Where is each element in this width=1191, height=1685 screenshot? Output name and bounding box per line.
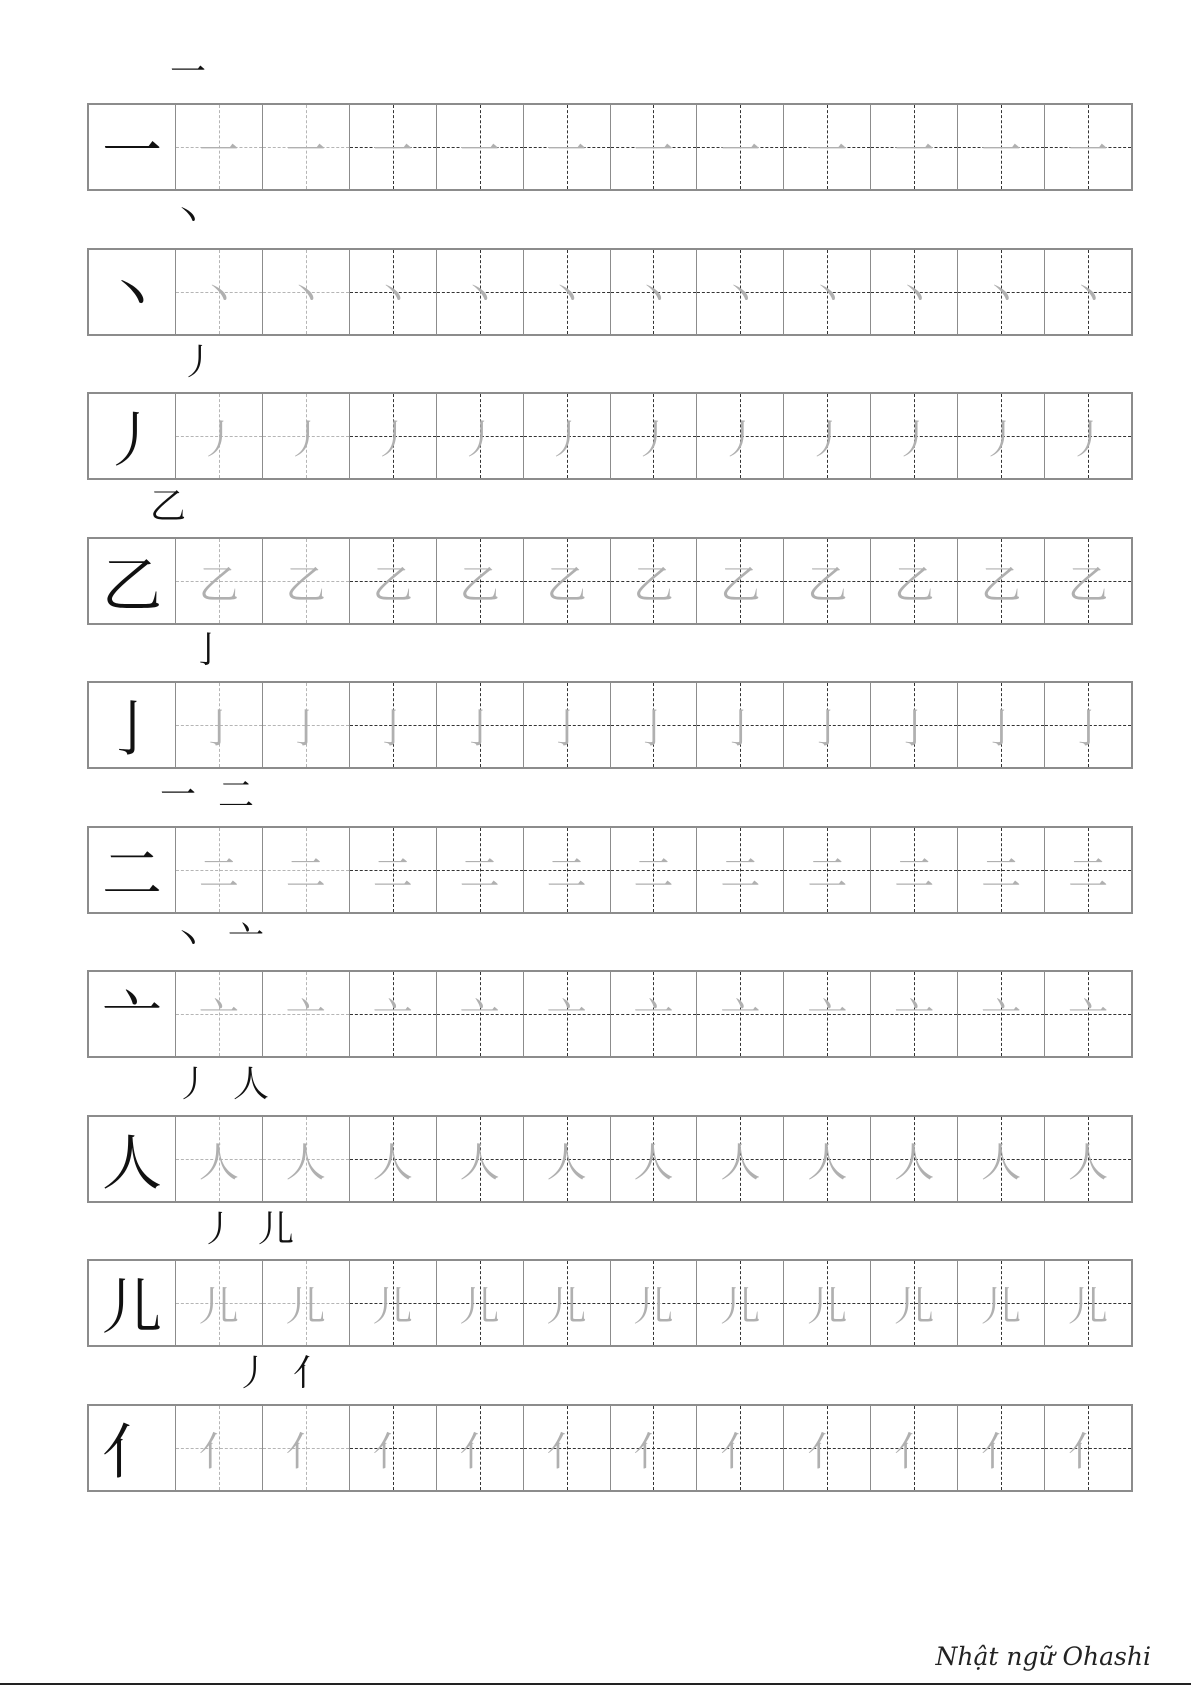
practice-cell[interactable] — [957, 539, 1044, 623]
trace-character: 亻 — [1068, 1428, 1109, 1475]
practice-cell[interactable] — [610, 683, 697, 767]
practice-cell[interactable] — [957, 1117, 1044, 1201]
trace-character: 亠 — [720, 994, 761, 1041]
practice-row — [87, 1115, 1133, 1203]
stroke-order — [235, 1351, 329, 1397]
trace-character: 亻 — [372, 1428, 413, 1475]
trace-character: 丿 — [459, 416, 500, 463]
practice-cell[interactable] — [523, 394, 610, 478]
trace-character: 人 — [981, 1139, 1022, 1186]
trace-character: 亻 — [285, 1428, 326, 1475]
trace-character: 亅 — [546, 705, 587, 752]
practice-row — [87, 103, 1133, 191]
model-cell — [89, 105, 175, 189]
brand-signature: Nhật ngữ Ohashi — [935, 1642, 1151, 1671]
practice-cell[interactable] — [783, 394, 870, 478]
practice-cell[interactable] — [262, 539, 349, 623]
practice-cell[interactable] — [436, 105, 523, 189]
stroke-order — [180, 340, 216, 386]
trace-character: 人 — [1068, 1139, 1109, 1186]
practice-cell[interactable] — [349, 972, 436, 1056]
trace-character: 亠 — [459, 994, 500, 1041]
stroke-order — [170, 50, 206, 96]
practice-cell[interactable] — [610, 972, 697, 1056]
model-cell — [89, 1261, 175, 1345]
practice-cell[interactable] — [696, 394, 783, 478]
model-character: 人 — [101, 1129, 162, 1199]
practice-cell[interactable] — [783, 828, 870, 912]
trace-character: 亅 — [1068, 705, 1109, 752]
model-cell — [89, 539, 175, 623]
practice-cell[interactable] — [436, 1261, 523, 1345]
practice-cell[interactable] — [783, 1406, 870, 1490]
trace-character: 乙 — [285, 561, 326, 608]
trace-character: 儿 — [1068, 1283, 1109, 1330]
trace-character: 丶 — [546, 272, 587, 319]
practice-cell[interactable] — [262, 972, 349, 1056]
model-character: 乙 — [101, 551, 162, 621]
practice-cell[interactable] — [696, 1406, 783, 1490]
practice-cell[interactable] — [870, 1261, 957, 1345]
stroke-step: 丶 — [170, 920, 207, 961]
trace-character: 二 — [198, 850, 239, 897]
model-cell — [89, 394, 175, 478]
practice-cell[interactable] — [870, 683, 957, 767]
practice-cell[interactable] — [175, 683, 262, 767]
trace-character: 儿 — [285, 1283, 326, 1330]
model-cell — [89, 1406, 175, 1490]
practice-cell[interactable] — [175, 1117, 262, 1201]
practice-cell[interactable] — [783, 1261, 870, 1345]
trace-character: 二 — [981, 850, 1022, 897]
trace-character: 亅 — [981, 705, 1022, 752]
trace-character: 亠 — [198, 994, 239, 1041]
model-character: 丿 — [101, 406, 162, 476]
trace-character: 丿 — [894, 416, 935, 463]
trace-character: 二 — [720, 850, 761, 897]
practice-cell[interactable] — [349, 250, 436, 334]
practice-cell[interactable] — [262, 828, 349, 912]
stroke-order — [150, 484, 186, 530]
practice-cell[interactable] — [610, 539, 697, 623]
trace-character: 人 — [894, 1139, 935, 1186]
practice-cell[interactable] — [436, 539, 523, 623]
trace-character: 丿 — [546, 416, 587, 463]
trace-character: 人 — [720, 1139, 761, 1186]
trace-character: 亻 — [981, 1428, 1022, 1475]
trace-character: 一 — [285, 127, 326, 174]
practice-cell[interactable] — [957, 828, 1044, 912]
trace-character: 一 — [459, 127, 500, 174]
practice-row — [87, 826, 1133, 914]
trace-character: 一 — [372, 127, 413, 174]
practice-row — [87, 392, 1133, 480]
practice-cell[interactable] — [957, 394, 1044, 478]
trace-character: 一 — [546, 127, 587, 174]
trace-character: 乙 — [198, 561, 239, 608]
practice-cell[interactable] — [1044, 1261, 1131, 1345]
trace-character: 丿 — [372, 416, 413, 463]
stroke-step: 丿 — [200, 1209, 237, 1250]
practice-cell[interactable] — [175, 1261, 262, 1345]
practice-cell[interactable] — [957, 683, 1044, 767]
practice-row — [87, 248, 1133, 336]
model-character: 丶 — [101, 262, 162, 332]
trace-character: 儿 — [459, 1283, 500, 1330]
trace-character: 儿 — [198, 1283, 239, 1330]
trace-character: 亠 — [981, 994, 1022, 1041]
practice-cell[interactable] — [175, 828, 262, 912]
trace-character: 丶 — [981, 272, 1022, 319]
stroke-step: 二 — [218, 775, 255, 816]
practice-cell[interactable] — [349, 828, 436, 912]
stroke-step: 丶 — [170, 197, 207, 238]
practice-cell[interactable] — [783, 539, 870, 623]
practice-cell[interactable] — [610, 250, 697, 334]
stroke-order — [160, 773, 254, 819]
practice-cell[interactable] — [783, 105, 870, 189]
trace-character: 人 — [633, 1139, 674, 1186]
stroke-step: 丿 — [180, 342, 217, 383]
trace-character: 乙 — [720, 561, 761, 608]
trace-character: 亅 — [198, 705, 239, 752]
trace-character: 乙 — [1068, 561, 1109, 608]
practice-cell[interactable] — [696, 1117, 783, 1201]
practice-cell[interactable] — [870, 1117, 957, 1201]
practice-row — [87, 537, 1133, 625]
practice-cell[interactable] — [523, 1117, 610, 1201]
practice-cell[interactable] — [436, 394, 523, 478]
stroke-step: 一 — [160, 775, 197, 816]
trace-character: 丿 — [981, 416, 1022, 463]
trace-character: 亅 — [720, 705, 761, 752]
trace-character: 一 — [720, 127, 761, 174]
stroke-order — [190, 628, 226, 674]
practice-cell[interactable] — [870, 394, 957, 478]
practice-cell[interactable] — [696, 972, 783, 1056]
trace-character: 儿 — [807, 1283, 848, 1330]
practice-cell[interactable] — [1044, 683, 1131, 767]
practice-cell[interactable] — [783, 683, 870, 767]
trace-character: 丶 — [1068, 272, 1109, 319]
practice-cell[interactable] — [523, 539, 610, 623]
practice-cell[interactable] — [175, 539, 262, 623]
practice-cell[interactable] — [696, 250, 783, 334]
trace-character: 丶 — [285, 272, 326, 319]
practice-cell[interactable] — [436, 972, 523, 1056]
practice-cell[interactable] — [523, 972, 610, 1056]
practice-cell[interactable] — [349, 683, 436, 767]
practice-cell[interactable] — [349, 394, 436, 478]
practice-cell[interactable] — [523, 105, 610, 189]
trace-character: 亠 — [807, 994, 848, 1041]
model-character: 儿 — [101, 1273, 162, 1343]
practice-cell[interactable] — [523, 828, 610, 912]
practice-cell[interactable] — [957, 1406, 1044, 1490]
practice-cell[interactable] — [1044, 1117, 1131, 1201]
trace-character: 亠 — [633, 994, 674, 1041]
practice-cell[interactable] — [610, 1261, 697, 1345]
trace-character: 儿 — [894, 1283, 935, 1330]
trace-character: 人 — [372, 1139, 413, 1186]
model-character: 亻 — [101, 1418, 162, 1488]
trace-character: 丿 — [198, 416, 239, 463]
trace-character: 亠 — [546, 994, 587, 1041]
practice-cell[interactable] — [610, 1117, 697, 1201]
practice-cell[interactable] — [175, 105, 262, 189]
stroke-step: 一 — [170, 52, 207, 93]
stroke-step: 乙 — [150, 486, 187, 527]
trace-character: 二 — [894, 850, 935, 897]
practice-cell[interactable] — [870, 828, 957, 912]
trace-character: 亻 — [546, 1428, 587, 1475]
trace-character: 丶 — [720, 272, 761, 319]
trace-character: 亅 — [807, 705, 848, 752]
trace-character: 一 — [981, 127, 1022, 174]
practice-cell[interactable] — [957, 972, 1044, 1056]
practice-cell[interactable] — [349, 1261, 436, 1345]
stroke-order — [200, 1207, 294, 1253]
trace-character: 人 — [807, 1139, 848, 1186]
stroke-step: 丿 — [235, 1353, 272, 1394]
trace-character: 乙 — [546, 561, 587, 608]
practice-cell[interactable] — [783, 972, 870, 1056]
practice-row — [87, 681, 1133, 769]
model-character: 一 — [101, 117, 162, 187]
model-cell — [89, 972, 175, 1056]
trace-character: 人 — [546, 1139, 587, 1186]
model-cell — [89, 250, 175, 334]
practice-cell[interactable] — [436, 683, 523, 767]
trace-character: 丶 — [807, 272, 848, 319]
practice-cell[interactable] — [523, 250, 610, 334]
trace-character: 亅 — [459, 705, 500, 752]
practice-cell[interactable] — [523, 1261, 610, 1345]
model-cell — [89, 828, 175, 912]
trace-character: 丿 — [1068, 416, 1109, 463]
stroke-order — [170, 195, 206, 241]
practice-cell[interactable] — [870, 1406, 957, 1490]
trace-character: 二 — [807, 850, 848, 897]
trace-character: 人 — [459, 1139, 500, 1186]
practice-cell[interactable] — [262, 250, 349, 334]
practice-cell[interactable] — [610, 1406, 697, 1490]
trace-character: 乙 — [633, 561, 674, 608]
trace-character: 乙 — [372, 561, 413, 608]
trace-character: 乙 — [894, 561, 935, 608]
practice-cell[interactable] — [349, 105, 436, 189]
practice-cell[interactable] — [783, 1117, 870, 1201]
trace-character: 丶 — [633, 272, 674, 319]
practice-cell[interactable] — [696, 683, 783, 767]
trace-character: 亻 — [198, 1428, 239, 1475]
trace-character: 二 — [633, 850, 674, 897]
practice-cell[interactable] — [1044, 250, 1131, 334]
stroke-step: 亻 — [293, 1353, 330, 1394]
practice-cell[interactable] — [175, 250, 262, 334]
practice-cell[interactable] — [610, 828, 697, 912]
model-character: 二 — [101, 840, 162, 910]
trace-character: 二 — [1068, 850, 1109, 897]
trace-character: 二 — [372, 850, 413, 897]
trace-character: 人 — [198, 1139, 239, 1186]
trace-character: 儿 — [720, 1283, 761, 1330]
practice-row — [87, 970, 1133, 1058]
trace-character: 丶 — [894, 272, 935, 319]
practice-cell[interactable] — [783, 250, 870, 334]
practice-cell[interactable] — [1044, 394, 1131, 478]
trace-character: 一 — [1068, 127, 1109, 174]
practice-cell[interactable] — [696, 1261, 783, 1345]
practice-cell[interactable] — [870, 105, 957, 189]
practice-cell[interactable] — [610, 394, 697, 478]
trace-character: 一 — [894, 127, 935, 174]
trace-character: 丶 — [459, 272, 500, 319]
trace-character: 二 — [459, 850, 500, 897]
trace-character: 亻 — [720, 1428, 761, 1475]
practice-cell[interactable] — [175, 972, 262, 1056]
trace-character: 儿 — [633, 1283, 674, 1330]
practice-row — [87, 1259, 1133, 1347]
trace-character: 一 — [807, 127, 848, 174]
trace-character: 一 — [198, 127, 239, 174]
practice-cell[interactable] — [262, 1406, 349, 1490]
practice-cell[interactable] — [436, 1406, 523, 1490]
practice-cell[interactable] — [523, 1406, 610, 1490]
practice-cell[interactable] — [870, 972, 957, 1056]
model-character: 亅 — [101, 695, 162, 765]
trace-character: 丶 — [198, 272, 239, 319]
trace-character: 亅 — [285, 705, 326, 752]
practice-cell[interactable] — [696, 539, 783, 623]
trace-character: 亻 — [807, 1428, 848, 1475]
trace-character: 亠 — [1068, 994, 1109, 1041]
trace-character: 亠 — [894, 994, 935, 1041]
trace-character: 丿 — [720, 416, 761, 463]
practice-cell[interactable] — [175, 394, 262, 478]
trace-character: 儿 — [546, 1283, 587, 1330]
practice-cell[interactable] — [262, 105, 349, 189]
trace-character: 亻 — [459, 1428, 500, 1475]
trace-character: 乙 — [807, 561, 848, 608]
trace-character: 一 — [633, 127, 674, 174]
practice-cell[interactable] — [696, 828, 783, 912]
stroke-step: 亠 — [228, 920, 265, 961]
practice-cell[interactable] — [262, 1117, 349, 1201]
practice-cell[interactable] — [436, 828, 523, 912]
practice-cell[interactable] — [610, 105, 697, 189]
practice-cell[interactable] — [436, 1117, 523, 1201]
trace-character: 二 — [285, 850, 326, 897]
trace-character: 丿 — [807, 416, 848, 463]
trace-character: 乙 — [981, 561, 1022, 608]
model-character: 亠 — [101, 984, 162, 1054]
practice-cell[interactable] — [349, 1406, 436, 1490]
trace-character: 亅 — [894, 705, 935, 752]
practice-cell[interactable] — [262, 1261, 349, 1345]
stroke-order — [175, 1062, 269, 1108]
stroke-step: 亅 — [190, 630, 227, 671]
trace-character: 丿 — [285, 416, 326, 463]
practice-cell[interactable] — [696, 105, 783, 189]
practice-cell[interactable] — [349, 539, 436, 623]
model-cell — [89, 683, 175, 767]
stroke-step: 儿 — [258, 1209, 295, 1250]
trace-character: 亅 — [372, 705, 413, 752]
trace-character: 丿 — [633, 416, 674, 463]
model-cell — [89, 1117, 175, 1201]
practice-cell[interactable] — [262, 683, 349, 767]
practice-cell[interactable] — [957, 250, 1044, 334]
practice-cell[interactable] — [1044, 972, 1131, 1056]
practice-cell[interactable] — [349, 1117, 436, 1201]
trace-character: 亅 — [633, 705, 674, 752]
practice-cell[interactable] — [1044, 1406, 1131, 1490]
practice-cell[interactable] — [957, 105, 1044, 189]
trace-character: 儿 — [372, 1283, 413, 1330]
practice-cell[interactable] — [870, 539, 957, 623]
practice-cell[interactable] — [957, 1261, 1044, 1345]
practice-cell[interactable] — [436, 250, 523, 334]
practice-cell[interactable] — [1044, 539, 1131, 623]
stroke-step: 丿 — [175, 1064, 212, 1105]
trace-character: 人 — [285, 1139, 326, 1186]
practice-cell[interactable] — [262, 394, 349, 478]
practice-cell[interactable] — [175, 1406, 262, 1490]
trace-character: 二 — [546, 850, 587, 897]
trace-character: 亠 — [285, 994, 326, 1041]
stroke-order — [170, 918, 264, 964]
trace-character: 儿 — [981, 1283, 1022, 1330]
practice-cell[interactable] — [1044, 828, 1131, 912]
stroke-step: 人 — [233, 1064, 270, 1105]
trace-character: 丶 — [372, 272, 413, 319]
practice-cell[interactable] — [870, 250, 957, 334]
practice-cell[interactable] — [523, 683, 610, 767]
trace-character: 亠 — [372, 994, 413, 1041]
trace-character: 亻 — [633, 1428, 674, 1475]
trace-character: 乙 — [459, 561, 500, 608]
practice-row — [87, 1404, 1133, 1492]
trace-character: 亻 — [894, 1428, 935, 1475]
practice-cell[interactable] — [1044, 105, 1131, 189]
